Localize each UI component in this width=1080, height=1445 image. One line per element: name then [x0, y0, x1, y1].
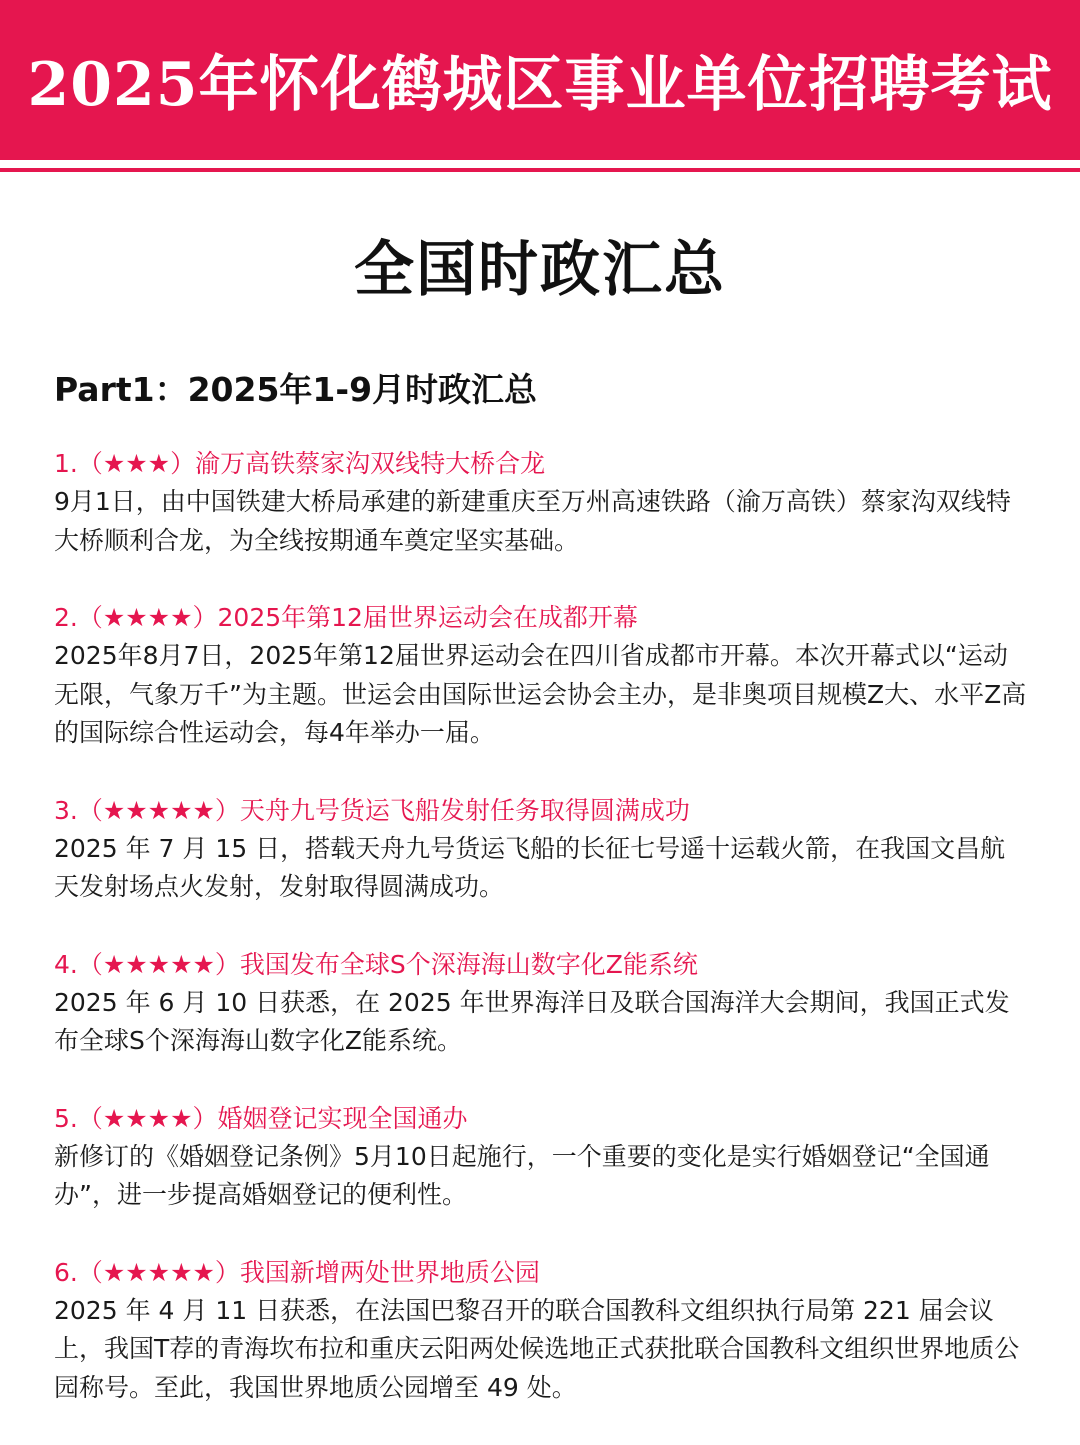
news-item-body: 2025 年 7 月 15 日，搭载天舟九号货运飞船的长征七号遥十运载火箭，在我国文昌航天发射场点火发射，发射取得圆满成功。 — [54, 833, 1006, 901]
news-item-6 — [54, 1253, 1029, 1408]
news-item-title: 4.（★★★★★）我国发布全球S个深海海山数字化Z能系统 — [54, 949, 698, 979]
news-item-3 — [54, 791, 1029, 907]
news-item-title: 6.（★★★★★）我国新增两处世界地质公园 — [54, 1257, 540, 1287]
news-item-body: 2025 年 4 月 11 日获悉，在法国巴黎召开的联合国教科文组织执行局第 221 届会议上，我国T荐的青海坎布拉和重庆云阳两处候选地正式获批联合国教科文组织世界地质公园称号。至此，我国世界地质公园增至 49 处。 — [54, 1295, 1020, 1402]
news-item-title: 2.（★★★★）2025年第12届世界运动会在成都开幕 — [54, 603, 638, 632]
banner-divider — [0, 168, 1080, 172]
news-item-body: 2025年8月7日，2025年第12届世界运动会在四川省成都市开幕。本次开幕式以“运动无限，气象万千”为主题。世运会由国际世运会协会主办，是非奥项目规模Z大、水平Z高的国际综合性运动会，每4年举办一届。 — [54, 641, 1027, 747]
news-item-title: 1.（★★★）渝万高铁蔡家沟双线特大桥合龙 — [54, 449, 546, 478]
news-item-body: 新修订的《婚姻登记条例》5月10日起施行，一个重要的变化是实行婚姻登记“全国通办”，进一步提高婚姻登记的便利性。 — [54, 1141, 990, 1209]
news-item-title: 5.（★★★★）婚姻登记实现全国通办 — [54, 1103, 468, 1133]
news-item-title: 3.（★★★★★）天舟九号货运飞船发射任务取得圆满成功 — [54, 795, 690, 825]
part-heading: Part1：2025年1-9月时政汇总 — [54, 370, 538, 409]
page-title: 全国时政汇总 — [354, 235, 726, 305]
news-item-2 — [54, 598, 1029, 753]
news-item-body: 9月1日，由中国铁建大桥局承建的新建重庆至万州高速铁路（渝万高铁）蔡家沟双线特大桥顺利合龙，为全线按期通车奠定坚实基础。 — [54, 487, 1011, 555]
news-item-1 — [54, 444, 1029, 560]
banner-title: 2025年怀化鹤城区事业单位招聘考试 — [27, 50, 1053, 120]
news-list — [54, 444, 1029, 1445]
news-item-5 — [54, 1099, 1029, 1215]
header-banner — [0, 0, 1080, 160]
news-item-4 — [54, 945, 1029, 1061]
news-item-body: 2025 年 6 月 10 日获悉，在 2025 年世界海洋日及联合国海洋大会期间，我国正式发布全球S个深海海山数字化Z能系统。 — [54, 987, 1010, 1055]
